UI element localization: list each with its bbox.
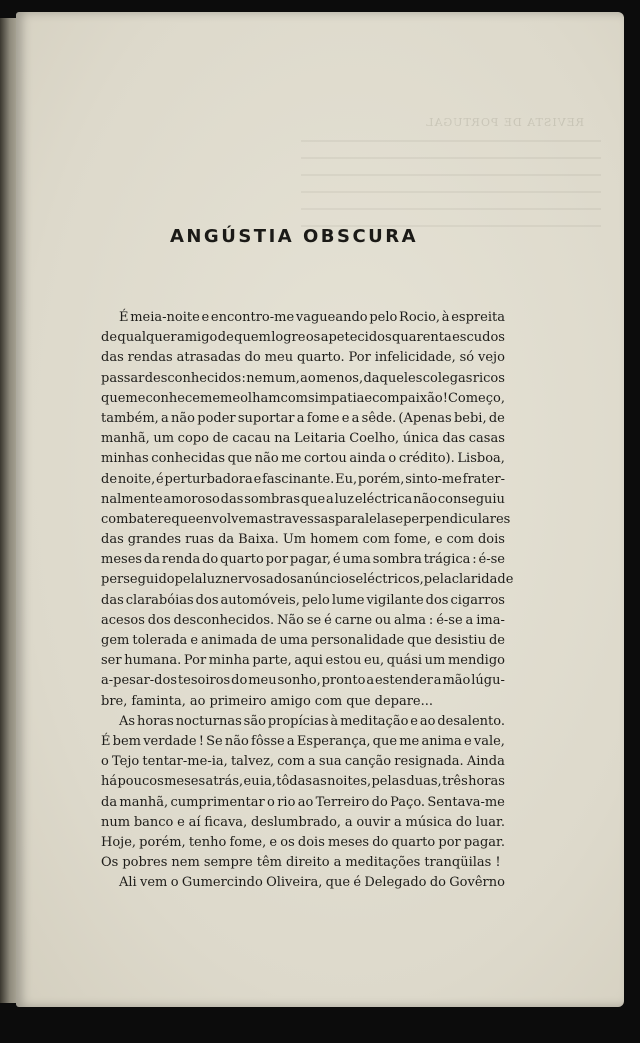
text-line: minhas conhecidas que não me cortou ainda o crédito). Lisboa, xyxy=(101,451,505,467)
text-line: combater e que envolvem as travessas paralelas e perpendiculares xyxy=(101,511,511,527)
book-page xyxy=(16,12,624,1007)
text-line: nalmente amoroso das sombras que a luz eléctrica não conseguiu xyxy=(101,491,505,507)
text-line: gem tolerada e animada de uma personalidade que desistiu de xyxy=(101,633,505,648)
text-line: perseguido pela luz nervosa dos anúncios eléctricos, pela claridade xyxy=(101,572,514,588)
text-line: Hoje, porém, tenho fome, e os dois meses do quarto por pagar. xyxy=(101,834,505,850)
bleed-through-line xyxy=(301,157,601,159)
text-line: que me conhecem e me olham com simpatia e compaixão ! Começo, xyxy=(101,390,505,406)
text-line: também, a não poder suportar a fome e a sêde. (Apenas bebi, de xyxy=(101,410,505,426)
bleed-through-line xyxy=(301,140,601,142)
text-line: das rendas atrasadas do meu quarto. Por infelicidade, só vejo xyxy=(101,350,505,366)
text-line: há poucos meses atrás, eu ia, tôdas as noites, pelas duas, três horas xyxy=(101,774,505,790)
text-line: bre, faminta, ao primeiro amigo com que depare... xyxy=(101,693,434,709)
text-line: de noite, é perturbadora e fascinante. Eu, porém, sinto-me frater- xyxy=(101,471,505,487)
text-line: num banco e aí ficava, deslumbrado, a ouvir a música do luar. xyxy=(101,814,505,830)
text-line: acesos dos desconhecidos. Não se é carne ou alma : é-se a ima- xyxy=(101,612,505,628)
text-line: de qualquer amigo de quem logre os apetecidos quarenta escudos xyxy=(101,330,505,346)
bleed-through-line xyxy=(301,208,601,210)
text-line: As horas nocturnas são propícias à meditação e ao desalento. xyxy=(119,713,505,729)
text-line: a-pesar-dos tesoiros do meu sonho, pronto a estender a mão lúgu- xyxy=(101,673,505,689)
body-text xyxy=(101,308,514,893)
text-line: o Tejo tentar-me-ia, talvez, com a sua canção resignada. Ainda xyxy=(101,754,505,770)
text-line: É bem verdade ! Se não fôsse a Esperança, que me anima e vale, xyxy=(101,733,505,749)
text-line: Ali vem o Gumercindo Oliveira, que é Delegado do Govêrno xyxy=(119,875,505,891)
text-line: passar desconhecidos : nem um, ao menos, daqueles colegas ricos xyxy=(101,370,505,386)
text-line: das clarabóias dos automóveis, pelo lume vigilante dos cigarros xyxy=(101,592,505,608)
text-line: É meia-noite e encontro-me vagueando pelo Rocio, à espreita xyxy=(119,310,505,325)
text-line: da manhã, cumprimentar o rio ao Terreiro do Paço. Sentava-me xyxy=(101,794,505,810)
chapter-title: ANGÚSTIA OBSCURA xyxy=(169,226,419,247)
text-line: das grandes ruas da Baixa. Um homem com fome, e com dois xyxy=(101,532,505,548)
text-line: manhã, um copo de cacau na Leitaria Coelho, única das casas xyxy=(101,431,505,447)
bleed-through-header: REVISTA DE PORTUGAL xyxy=(425,116,584,129)
bleed-through-line xyxy=(301,191,601,193)
text-line: Os pobres nem sempre têm direito a meditações tranqüilas ! xyxy=(101,855,501,871)
bleed-through-line xyxy=(301,174,601,176)
text-line: ser humana. Por minha parte, aqui estou eu, quási um mendigo xyxy=(101,653,505,669)
text-line: meses da renda do quarto por pagar, é uma sombra trágica : é-se xyxy=(101,552,505,568)
